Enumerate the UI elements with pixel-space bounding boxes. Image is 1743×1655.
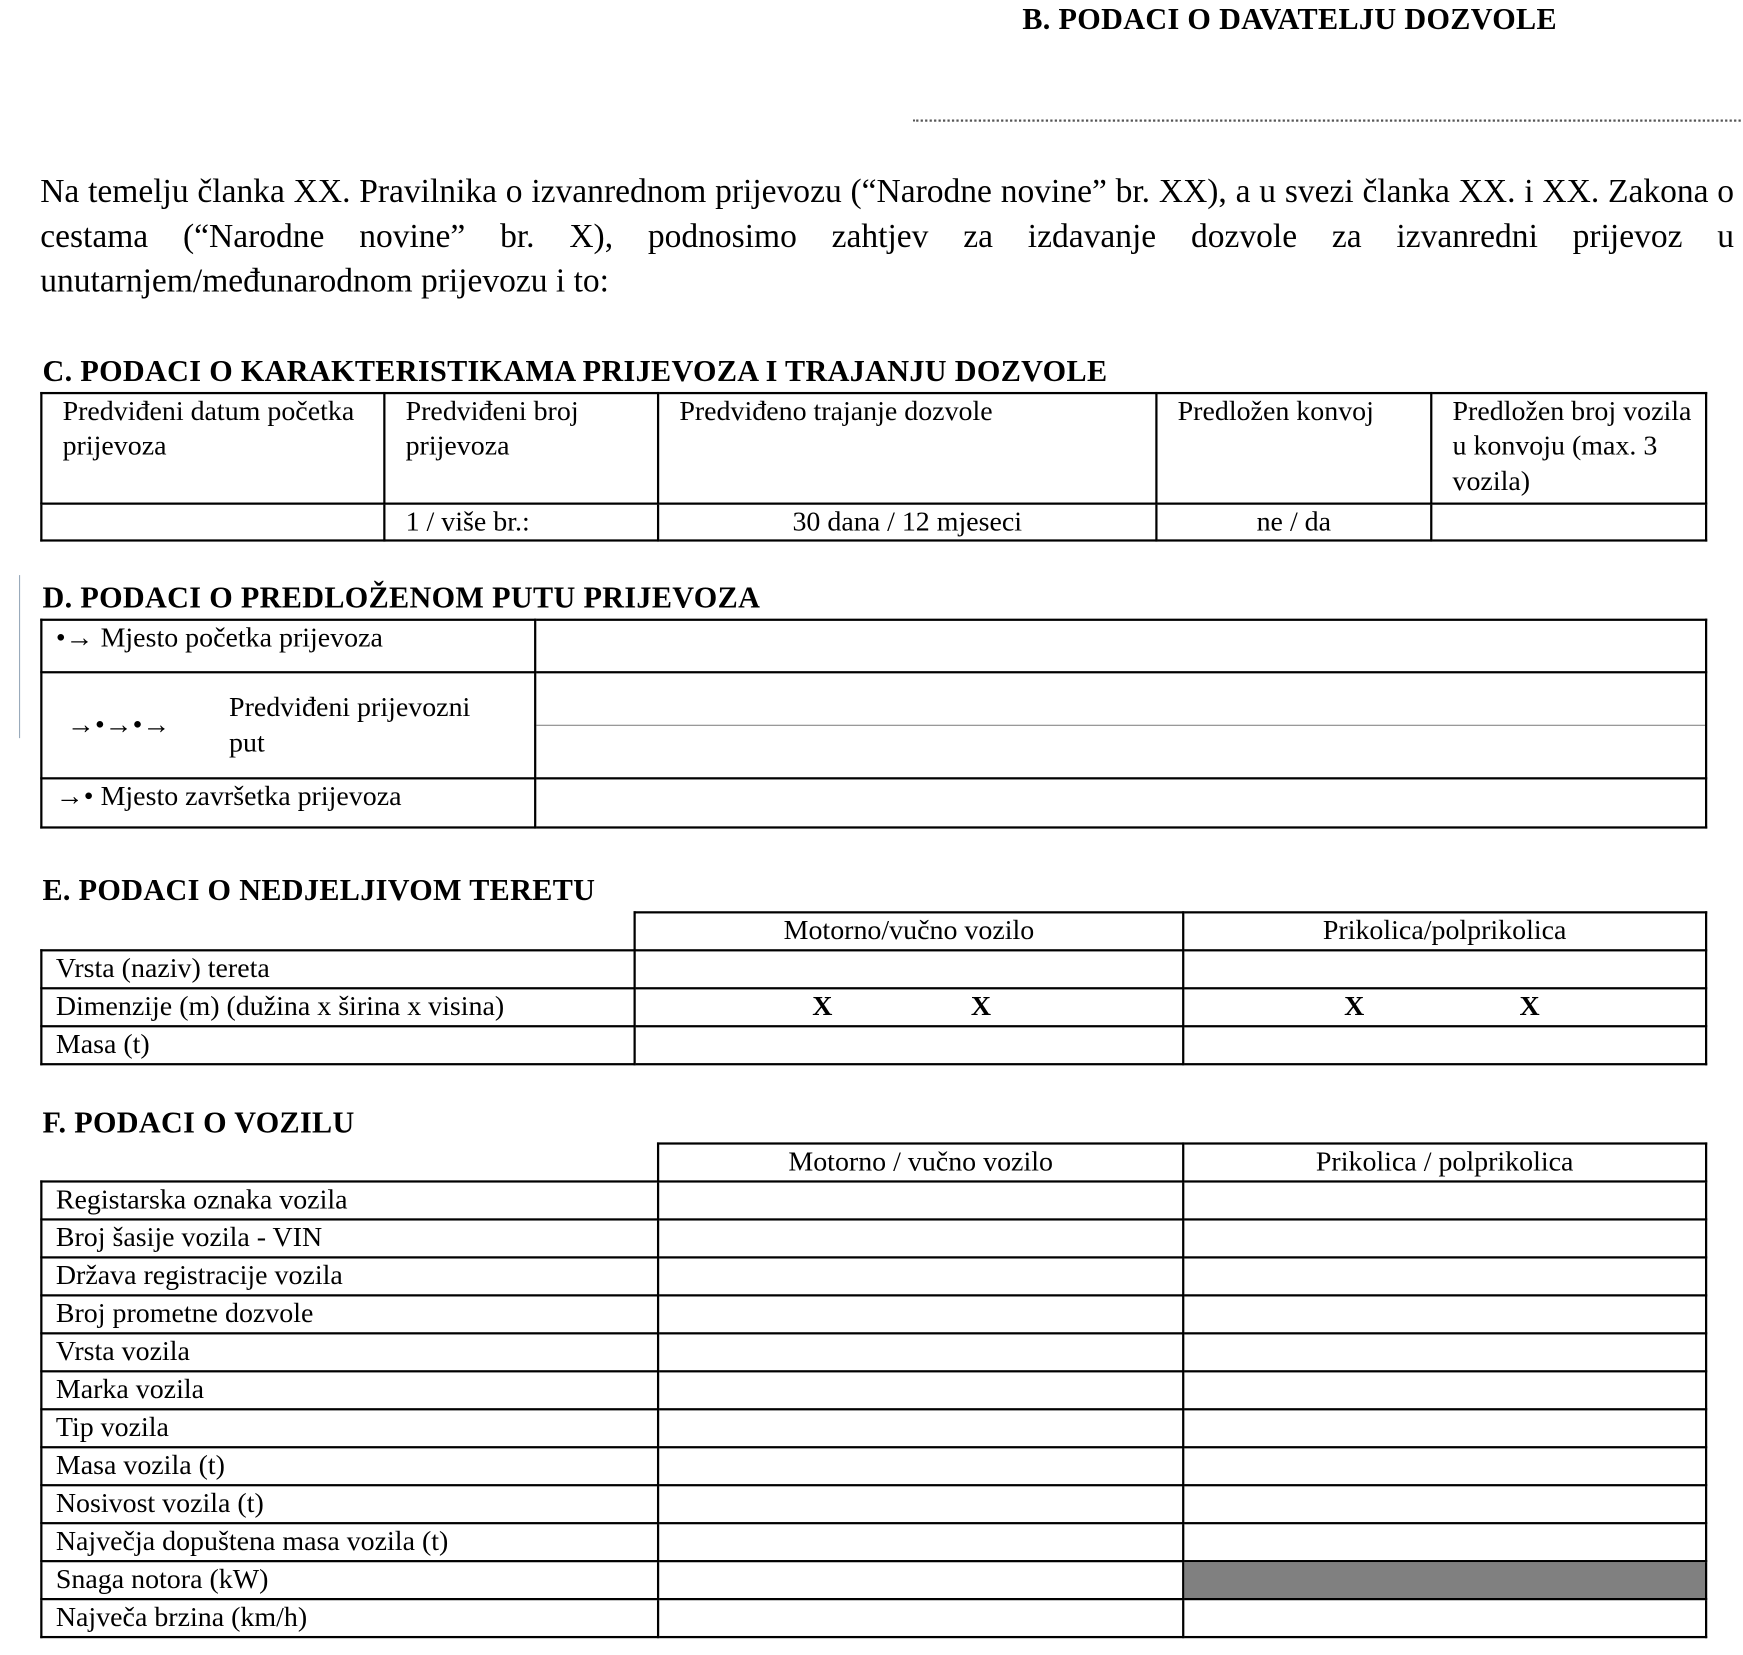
route-path-icon: →•→•→	[67, 710, 171, 741]
section-c-title: C. PODACI O KARAKTERISTIKAMA PRIJEVOZA I TRAJANJU DOZVOLE	[42, 353, 1108, 388]
provider-fill-line[interactable]	[913, 119, 1741, 121]
start-point-icon: •→	[55, 623, 94, 654]
vehicle-row-label: Nosivost vozila (t)	[41, 1485, 658, 1523]
vehicle-trailer-field[interactable]	[1183, 1257, 1706, 1295]
vehicle-trailer-field	[1183, 1561, 1706, 1599]
dim-separator: X	[1344, 991, 1365, 1022]
vehicle-motor-field[interactable]	[658, 1333, 1183, 1371]
vehicle-row	[41, 1447, 1706, 1485]
cargo-type-trailer[interactable]	[1183, 950, 1706, 988]
vehicle-row-label: Broj šasije vozila - VIN	[41, 1219, 658, 1257]
vehicle-row-label: Tip vozila	[41, 1409, 658, 1447]
header-permit-duration: Predviđeno trajanje dozvole	[658, 393, 1156, 504]
end-point-icon: →•	[55, 781, 94, 812]
header-start-date: Predviđeni datum početka prijevoza	[41, 393, 384, 504]
section-d-title: D. PODACI O PREDLOŽENOM PUTU PRIJEVOZA	[42, 580, 761, 615]
vehicle-col-motor: Motorno / vučno vozilo	[658, 1144, 1183, 1182]
vehicle-row	[41, 1219, 1706, 1257]
vehicle-table	[40, 1142, 1707, 1638]
header-transport-count: Predviđeni broj prijevoza	[384, 393, 658, 504]
header-convoy: Predložen konvoj	[1156, 393, 1431, 504]
route-start-label: Mjesto početka prijevoza	[100, 623, 383, 654]
vehicle-row	[41, 1371, 1706, 1409]
vehicle-trailer-field[interactable]	[1183, 1295, 1706, 1333]
vehicle-trailer-field[interactable]	[1183, 1447, 1706, 1485]
vehicle-trailer-field[interactable]	[1183, 1219, 1706, 1257]
route-path-label: Predviđeni prijevozni put	[229, 692, 471, 758]
cargo-table	[40, 911, 1707, 1065]
intro-paragraph: Na temelju članka XX. Pravilnika o izvanrednom prijevozu (“Narodne novine” br. XX), a u svezi članka XX. i XX. Zakona o cestama (“Narodne novine” br. X), podnosimo zahtjev za izdavanje dozvole za izvanredni prijevoz u unutarnjem/međunarodnom prijevozu i to:	[40, 173, 1735, 300]
cargo-dims-trailer[interactable]	[1183, 988, 1706, 1026]
vehicle-motor-field[interactable]	[658, 1447, 1183, 1485]
vehicle-motor-field[interactable]	[658, 1295, 1183, 1333]
vehicle-trailer-field[interactable]	[1183, 1181, 1706, 1219]
vehicle-row	[41, 1523, 1706, 1561]
cargo-col-trailer: Prikolica/polprikolica	[1183, 912, 1706, 950]
vehicle-trailer-field[interactable]	[1183, 1523, 1706, 1561]
vehicle-motor-field[interactable]	[658, 1257, 1183, 1295]
header-convoy-vehicles: Predložen broj vozila u konvoju (max. 3 vozila)	[1431, 393, 1706, 504]
vehicle-row-label: Broj prometne dozvole	[41, 1295, 658, 1333]
cargo-row-label: Masa (t)	[41, 1026, 634, 1064]
dim-separator: X	[1519, 991, 1540, 1022]
vehicle-row-label: Država registracije vozila	[41, 1257, 658, 1295]
cargo-col-motor: Motorno/vučno vozilo	[635, 912, 1184, 950]
section-f-title: F. PODACI O VOZILU	[42, 1105, 355, 1140]
vehicle-motor-field[interactable]	[658, 1523, 1183, 1561]
transport-characteristics-table	[40, 392, 1707, 542]
vehicle-motor-field[interactable]	[658, 1409, 1183, 1447]
vehicle-row	[41, 1599, 1706, 1637]
vehicle-row	[41, 1485, 1706, 1523]
vehicle-row	[41, 1181, 1706, 1219]
dim-separator: X	[970, 991, 992, 1022]
vehicle-row	[41, 1561, 1706, 1599]
vehicle-row-label: Marka vozila	[41, 1371, 658, 1409]
dim-separator: X	[812, 991, 833, 1022]
vehicle-row	[41, 1409, 1706, 1447]
transport-count-field[interactable]: 1 / više br.:	[384, 504, 658, 541]
section-e-title: E. PODACI O NEDJELJIVOM TERETU	[42, 873, 596, 907]
vehicle-trailer-field[interactable]	[1183, 1333, 1706, 1371]
vehicle-col-trailer: Prikolica / polprikolica	[1183, 1144, 1706, 1182]
section-b-title: B. PODACI O DAVATELJU DOZVOLE	[1022, 2, 1557, 36]
route-end-field[interactable]	[535, 778, 1706, 827]
cargo-row-label: Dimenzije (m) (dužina x širina x visina)	[41, 988, 634, 1026]
vehicle-trailer-field[interactable]	[1183, 1409, 1706, 1447]
convoy-field[interactable]: ne / da	[1156, 504, 1431, 541]
vehicle-row-label: Masa vozila (t)	[41, 1447, 658, 1485]
cargo-dims-motor[interactable]	[635, 988, 1184, 1026]
vehicle-row	[41, 1295, 1706, 1333]
vehicle-motor-field[interactable]	[658, 1181, 1183, 1219]
vehicle-row-label: Vrsta vozila	[41, 1333, 658, 1371]
route-path-field-1[interactable]	[536, 673, 1705, 725]
convoy-vehicles-field[interactable]	[1431, 504, 1706, 541]
vehicle-trailer-field[interactable]	[1183, 1371, 1706, 1409]
vehicle-row	[41, 1257, 1706, 1295]
cargo-mass-motor[interactable]	[635, 1026, 1184, 1064]
route-end-label: Mjesto završetka prijevoza	[100, 781, 402, 812]
cargo-type-motor[interactable]	[635, 950, 1184, 988]
permit-duration-field[interactable]: 30 dana / 12 mjeseci	[658, 504, 1156, 541]
route-start-field[interactable]	[535, 620, 1706, 672]
cargo-row-label: Vrsta (naziv) tereta	[41, 950, 634, 988]
vehicle-motor-field[interactable]	[658, 1561, 1183, 1599]
cargo-mass-trailer[interactable]	[1183, 1026, 1706, 1064]
vehicle-motor-field[interactable]	[658, 1371, 1183, 1409]
vehicle-motor-field[interactable]	[658, 1599, 1183, 1637]
route-path-field-2[interactable]	[536, 726, 1705, 777]
route-table	[40, 619, 1707, 829]
vehicle-motor-field[interactable]	[658, 1485, 1183, 1523]
vehicle-row-label: Registarska oznaka vozila	[41, 1181, 658, 1219]
start-date-field[interactable]	[41, 504, 384, 541]
margin-bar	[19, 575, 20, 738]
vehicle-trailer-field[interactable]	[1183, 1599, 1706, 1637]
vehicle-trailer-field[interactable]	[1183, 1485, 1706, 1523]
vehicle-row	[41, 1333, 1706, 1371]
vehicle-motor-field[interactable]	[658, 1219, 1183, 1257]
vehicle-row-label: Največja dopuštena masa vozila (t)	[41, 1523, 658, 1561]
vehicle-row-label: Snaga notora (kW)	[41, 1561, 658, 1599]
vehicle-row-label: Največa brzina (km/h)	[41, 1599, 658, 1637]
